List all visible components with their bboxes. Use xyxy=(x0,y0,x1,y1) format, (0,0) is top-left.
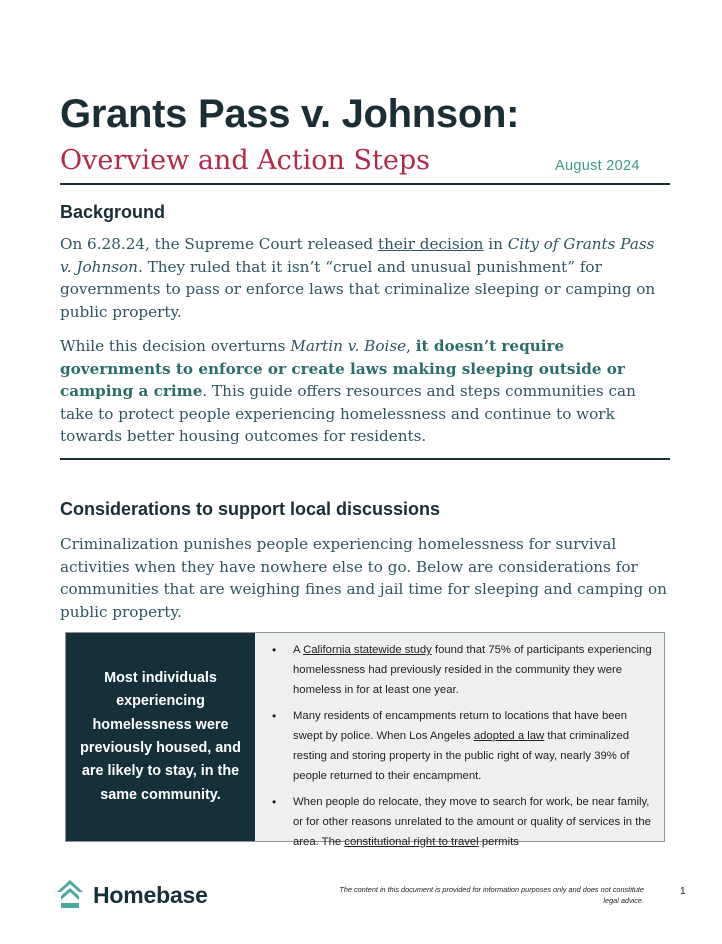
table-content-cell xyxy=(255,633,664,848)
page-subtitle: Overview and Action Steps xyxy=(60,145,430,176)
list-item: • When people do relocate, they move to search for work, be near family, or for other reasons unrelated to the amount or quality of services in the area. The constitutional right to travel permits xyxy=(269,792,654,852)
considerations-intro: Criminalization punishes people experiencing homelessness for survival activities when they have nowhere else to go. Below are considerations for communities that are weighing fines and jail time for sleeping and camping on public property. xyxy=(60,535,667,621)
considerations-table xyxy=(65,632,665,848)
considerations-heading: Considerations to support local discussions xyxy=(60,499,441,519)
california-study-link[interactable]: California statewide study xyxy=(303,644,432,656)
right-to-travel-link[interactable]: constitutional right to travel xyxy=(344,836,479,848)
list-item: • A California statewide study found that 75% of participants experiencing homelessness had previously resided in the community they were homeless in for at least one year. xyxy=(269,640,654,700)
section-divider xyxy=(60,458,670,460)
legal-disclaimer: The content in this document is provided for information purposes only and does not constitute legal advice. xyxy=(339,885,644,905)
background-paragraph-2: While this decision overturns Martin v. Boise, it doesn’t require governments to enforce or create laws making sleeping outside or camping a crime. This guide offers resources and steps communities can take to protect people experiencing homelessness and continue to work towards better housing outcomes for residents. xyxy=(60,337,636,446)
house-icon xyxy=(55,878,85,912)
adopted-a-law-link[interactable]: adopted a law xyxy=(473,730,545,742)
their-decision-link[interactable]: their decision xyxy=(377,235,484,253)
key-point-bold: it doesn’t require governments to enforce or create laws making sleeping outside or camping a crime xyxy=(60,337,625,401)
table-heading: Most individuals experiencing homelessness were previously housed, and are likely to stay, in the same community. xyxy=(80,669,241,803)
homebase-logo xyxy=(55,878,208,912)
considerations-bullet-list xyxy=(269,640,654,852)
page-title: Grants Pass v. Johnson: xyxy=(60,92,520,136)
logo-wordmark: Homebase xyxy=(93,881,208,908)
list-item: • Many residents of encampments return to locations that have been swept by police. When Los Angeles adopted a law that criminalized resting and storing property in the public right of way, nearly 39% of people returned to their encampment. xyxy=(269,706,654,786)
page-number: 1 xyxy=(680,886,686,897)
background-paragraph-1: On 6.28.24, the Supreme Court released their decision in City of Grants Pass v. Johnson. They ruled that it isn’t “cruel and unusual punishment” for governments to pass or enforce laws that criminalize sleeping or camping on public property. xyxy=(60,235,656,321)
background-heading: Background xyxy=(60,202,166,222)
table-heading-cell xyxy=(66,633,255,841)
publication-date: August 2024 xyxy=(555,158,640,174)
header-divider xyxy=(60,183,670,185)
